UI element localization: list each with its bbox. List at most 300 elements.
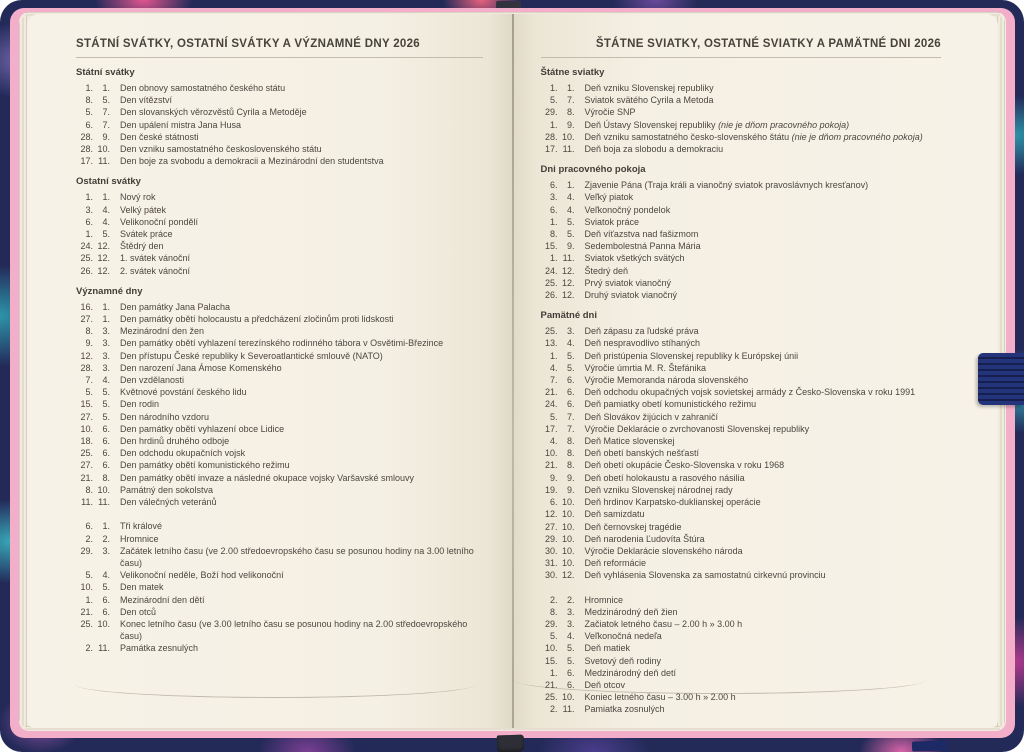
month-number: 6.: [102, 606, 110, 617]
day-number: 26.: [544, 290, 558, 301]
holiday-row: [541, 423, 942, 435]
holiday-row: [76, 265, 483, 277]
month-number: 10.: [561, 692, 575, 703]
month-number: 1.: [566, 83, 575, 93]
day-number: 10.: [80, 423, 93, 434]
month-number: 5.: [566, 362, 575, 373]
month-number: 9.: [566, 119, 575, 130]
day-number: 1.: [85, 83, 93, 93]
holiday-label: Veľký piatok: [584, 192, 634, 203]
holiday-label: Veľkonočný pondelok: [584, 204, 671, 215]
holiday-row: [541, 594, 942, 606]
holiday-label: Den vzdělanosti: [120, 375, 185, 386]
day-number: 15.: [544, 241, 558, 252]
holiday-label: Výročie SNP: [584, 107, 636, 118]
holiday-label: Den přístupu České republiky k Severoatlantické smlouvě (NATO): [120, 350, 383, 361]
holiday-label: Začátek letního času (ve 2.00 středoevropského času se posunou hodiny na 3.00 letního času): [120, 545, 474, 568]
month-number: 4.: [102, 216, 110, 227]
holiday-label: Nový rok: [120, 192, 156, 203]
holiday-label: 1. svátek vánoční: [120, 253, 191, 264]
day-number: 30.: [544, 570, 558, 581]
holiday-row: [541, 265, 942, 277]
day-number: 1.: [549, 253, 558, 264]
month-number: 6.: [102, 594, 110, 605]
day-number: 9.: [85, 338, 93, 349]
month-number: 12.: [561, 277, 575, 288]
day-number: 8.: [85, 95, 93, 106]
holiday-label: Den české státnosti: [120, 131, 199, 142]
holiday-row: [76, 228, 483, 240]
holiday-row: [541, 350, 942, 362]
holiday-row: [76, 484, 483, 496]
holiday-label: Deň zápasu za ľudské práva: [584, 326, 699, 337]
day-number: 29.: [544, 107, 558, 118]
month-number: 9.: [566, 472, 575, 483]
day-number: 1.: [549, 119, 558, 130]
month-number: 6.: [102, 423, 110, 434]
section-heading: Státní svátky: [76, 67, 135, 78]
holiday-label: Den památky obětí invaze a následné okupace vojsky Varšavské smlouvy: [120, 472, 414, 483]
holiday-row: [76, 606, 483, 618]
section-heading: Významné dny: [76, 285, 143, 297]
holiday-row: [76, 252, 483, 264]
day-number: 28.: [544, 131, 558, 142]
holiday-label: Květnové povstání českého lidu: [120, 387, 247, 398]
holiday-label: Hromnice: [584, 594, 624, 605]
month-number: 4.: [566, 192, 575, 203]
day-number: 7.: [85, 375, 93, 386]
day-number: 2.: [549, 704, 558, 715]
holiday-row: [541, 82, 942, 94]
month-number: 7.: [102, 119, 110, 130]
holiday-label: Velký pátek: [120, 204, 167, 215]
month-number: 2.: [102, 533, 110, 544]
holiday-row: [541, 484, 942, 496]
day-number: 27.: [80, 460, 93, 471]
day-number: 8.: [549, 606, 558, 617]
month-number: 12.: [97, 241, 110, 252]
month-number: 7.: [566, 95, 575, 106]
holiday-group: [76, 301, 483, 508]
holiday-row: [76, 398, 483, 410]
holiday-row: [76, 520, 483, 532]
holiday-label: Den matek: [120, 582, 164, 593]
day-number: 6.: [85, 521, 93, 532]
holiday-row: [76, 191, 483, 203]
holiday-label: Den obnovy samostatného českého státu: [120, 83, 286, 93]
month-number: 10.: [561, 509, 575, 520]
month-number: 9.: [566, 484, 575, 495]
month-number: 4.: [566, 204, 575, 215]
month-number: 2.: [566, 594, 575, 605]
holiday-row: [541, 459, 942, 471]
left-page-title: STÁTNÍ SVÁTKY, OSTATNÍ SVÁTKY A VÝZNAMNÉ DNY 2026: [76, 38, 420, 50]
month-number: 10.: [97, 484, 110, 495]
day-number: 31.: [544, 558, 558, 569]
holiday-label: Velikonoční neděle, Boží hod velikonoční: [120, 570, 284, 581]
holiday-note: (nie je dňom pracovného pokoja): [789, 131, 923, 142]
month-number: 11.: [98, 497, 110, 508]
month-number: 4.: [102, 570, 110, 581]
holiday-note: (nie je dňom pracovného pokoja): [715, 119, 850, 130]
holiday-row: [541, 94, 942, 106]
month-number: 5.: [102, 411, 110, 422]
month-number: 6.: [566, 387, 575, 398]
day-number: 25.: [544, 692, 558, 703]
holiday-row: [541, 508, 942, 520]
holiday-row: [541, 143, 942, 155]
holiday-row: [76, 350, 483, 362]
month-number: 10.: [97, 618, 110, 629]
day-number: 28.: [80, 144, 93, 155]
month-number: 3.: [102, 362, 110, 373]
month-number: 5.: [102, 582, 110, 593]
day-number: 12.: [80, 350, 93, 361]
left-page: [27, 14, 513, 728]
month-number: 1.: [102, 521, 110, 532]
holiday-row: [541, 240, 942, 252]
holiday-label: Začiatok letného času – 2.00 h » 3.00 h: [584, 618, 743, 629]
month-number: 8.: [566, 436, 575, 447]
holiday-row: [541, 630, 942, 642]
holiday-row: [76, 374, 483, 386]
holiday-row: [541, 179, 942, 191]
month-number: 7.: [102, 107, 110, 118]
day-number: 26.: [80, 265, 93, 276]
holiday-row: [541, 703, 942, 715]
holiday-label: Den památky obětí vyhlazení terezínského rodinného tábora v Osvětimi-Březince: [120, 338, 444, 349]
holiday-label: Sviatok svätého Cyrila a Metoda: [584, 95, 714, 106]
holiday-row: [541, 521, 942, 533]
holiday-group: [76, 191, 483, 276]
month-number: 3.: [102, 350, 110, 361]
month-number: 10.: [561, 545, 575, 556]
month-number: 5.: [102, 229, 110, 240]
day-number: 28.: [80, 362, 93, 373]
day-number: 6.: [85, 119, 93, 130]
holiday-label: Zjavenie Pána (Traja králi a vianočný sviatok pravoslávnych kresťanov): [584, 180, 869, 191]
holiday-row: [541, 374, 942, 386]
holiday-label: Medzinárodný deň detí: [584, 667, 677, 678]
day-number: 28.: [80, 131, 93, 142]
holiday-row: [541, 191, 942, 203]
day-number: 12.: [544, 509, 558, 520]
day-number: 15.: [80, 399, 93, 410]
month-number: 4.: [102, 204, 110, 215]
day-number: 18.: [80, 436, 93, 447]
day-number: 1.: [549, 667, 558, 678]
day-number: 19.: [544, 484, 558, 495]
month-number: 6.: [102, 448, 110, 459]
day-number: 6.: [549, 497, 558, 508]
holiday-label: Deň pristúpenia Slovenskej republiky k Európskej únii: [584, 350, 799, 361]
day-number: 24.: [544, 265, 558, 276]
holiday-label: Mezinárodní den dětí: [120, 594, 205, 605]
month-number: 11.: [562, 253, 575, 264]
holiday-group: [541, 325, 942, 581]
holiday-row: [76, 642, 483, 654]
month-number: 8.: [566, 460, 575, 471]
holiday-row: [541, 435, 942, 447]
holiday-label: Den boje za svobodu a demokracii a Mezinárodní den studentstva: [120, 156, 384, 167]
holiday-label: Deň vzniku Slovenskej republiky: [584, 83, 714, 93]
day-number: 25.: [80, 448, 93, 459]
holiday-row: [541, 325, 942, 337]
holiday-row: [541, 131, 942, 143]
holiday-label: Výročie úmrtia M. R. Štefánika: [584, 362, 707, 373]
holiday-row: [541, 545, 942, 557]
holiday-row: [541, 289, 942, 301]
month-number: 8.: [102, 472, 110, 483]
section-heading: Ostatní svátky: [76, 176, 141, 188]
month-number: 3.: [566, 618, 575, 629]
holiday-row: [76, 337, 483, 349]
left-page-sections: [76, 67, 483, 655]
holiday-label: Den památky obětí holocaustu a předcházení zločinům proti lidskosti: [120, 314, 394, 325]
month-number: 1.: [102, 314, 110, 325]
month-number: 4.: [566, 631, 575, 642]
holiday-row: [76, 411, 483, 423]
holiday-label: Výročie Memoranda národa slovenského: [584, 375, 749, 386]
day-number: 29.: [544, 533, 558, 544]
holiday-row: [76, 301, 483, 313]
month-number: 1.: [566, 180, 575, 191]
month-number: 5.: [566, 655, 575, 666]
holiday-row: [76, 325, 483, 337]
month-number: 11.: [98, 643, 110, 654]
month-number: 11.: [562, 704, 575, 715]
holiday-row: [76, 94, 483, 106]
month-number: 12.: [561, 290, 575, 301]
holiday-row: [541, 216, 942, 228]
holiday-label: Den památky Jana Palacha: [120, 301, 231, 312]
holiday-label: 2. svátek vánoční: [120, 265, 191, 276]
holiday-label: Den otců: [120, 606, 157, 617]
day-number: 2.: [85, 643, 93, 654]
holiday-label: Hromnice: [120, 533, 159, 544]
month-number: 5.: [102, 95, 110, 106]
holiday-group: [76, 520, 483, 654]
month-number: 6.: [566, 375, 575, 386]
day-number: 25.: [80, 618, 93, 629]
section-heading: Štátne sviatky: [540, 67, 605, 78]
holiday-row: [541, 411, 942, 423]
holiday-row: [76, 82, 483, 94]
holiday-row: [541, 386, 942, 398]
holiday-row: [541, 252, 942, 264]
month-number: 3.: [102, 338, 110, 349]
month-number: 12.: [561, 570, 575, 581]
holiday-row: [76, 155, 483, 167]
day-number: 8.: [85, 326, 93, 337]
holiday-label: Deň vzniku Slovenskej národnej rady: [584, 484, 733, 495]
holiday-row: [76, 533, 483, 545]
holiday-label: Deň černovskej tragédie: [584, 521, 682, 532]
month-number: 3.: [566, 606, 575, 617]
holiday-label: Den narození Jana Ámose Komenského: [120, 362, 282, 373]
month-number: 12.: [97, 253, 110, 264]
holiday-label: Den hrdinů druhého odboje: [120, 436, 230, 447]
day-number: 29.: [80, 545, 93, 556]
holiday-label: Deň reformácie: [584, 558, 647, 569]
day-number: 24.: [80, 241, 93, 252]
holiday-label: Deň Matice slovenskej: [584, 436, 675, 447]
month-number: 10.: [561, 533, 575, 544]
holiday-label: Deň boja za slobodu a demokraciu: [584, 144, 724, 155]
holiday-label: Deň vyhlásenia Slovenska za samostatnú cirkevnú provinciu: [584, 570, 826, 581]
holiday-row: [541, 496, 942, 508]
holiday-label: Den vzniku samostatného československého státu: [120, 144, 322, 155]
day-number: 7.: [549, 375, 558, 386]
holiday-label: Sedembolestná Panna Mária: [584, 241, 701, 252]
month-number: 12.: [561, 265, 575, 276]
month-number: 6.: [566, 667, 575, 678]
holiday-row: [541, 106, 942, 118]
open-spread: [27, 14, 998, 728]
holiday-row: [541, 277, 942, 289]
day-number: 4.: [549, 362, 558, 373]
holiday-label: Medzinárodný deň žien: [584, 606, 678, 617]
month-number: 6.: [102, 460, 110, 471]
month-number: 9.: [566, 241, 575, 252]
holiday-label: Deň hrdinov Karpatsko-duklianskej operácie: [584, 497, 761, 508]
holiday-row: [541, 472, 942, 484]
holiday-row: [541, 228, 942, 240]
day-number: 5.: [549, 411, 558, 422]
day-number: 25.: [544, 277, 558, 288]
holiday-label: Památný den sokolstva: [120, 484, 214, 495]
month-number: 10.: [561, 558, 575, 569]
right-page: [513, 14, 999, 728]
day-number: 6.: [85, 216, 93, 227]
day-number: 9.: [549, 472, 558, 483]
holiday-label: Svátek práce: [120, 229, 173, 240]
month-number: 8.: [566, 107, 575, 118]
holiday-row: [76, 569, 483, 581]
day-number: 30.: [544, 545, 558, 556]
holiday-label: Deň matiek: [584, 643, 631, 654]
month-number: 12.: [97, 265, 110, 276]
month-number: 6.: [566, 399, 575, 410]
holiday-row: [76, 143, 483, 155]
holiday-label: Pamiatka zosnulých: [584, 704, 665, 715]
holiday-label: Deň narodenia Ľudovíta Štúra: [584, 533, 705, 544]
day-number: 16.: [80, 301, 93, 312]
holiday-label: Sviatok práce: [584, 216, 640, 227]
month-number: 11.: [562, 144, 575, 155]
holiday-label: Deň nespravodlivo stíhaných: [584, 338, 701, 349]
month-number: 1.: [102, 301, 110, 312]
day-number: 1.: [549, 216, 558, 227]
day-number: 6.: [549, 180, 558, 191]
holiday-row: [76, 581, 483, 593]
holiday-row: [541, 618, 942, 630]
holiday-row: [76, 545, 483, 569]
holiday-label: Veľkonočná nedeľa: [584, 631, 662, 642]
day-number: 21.: [544, 387, 558, 398]
day-number: 8.: [549, 229, 558, 240]
day-number: 10.: [544, 448, 558, 459]
holiday-label: Památka zesnulých: [120, 643, 199, 654]
holiday-label: Svetový deň rodiny: [584, 655, 662, 666]
holiday-label: Deň obetí banských nešťastí: [584, 448, 699, 459]
holiday-row: [76, 618, 483, 642]
day-number: 27.: [80, 314, 93, 325]
day-number: 29.: [544, 618, 558, 629]
holiday-row: [76, 106, 483, 118]
holiday-row: [541, 606, 942, 618]
month-number: 10.: [561, 497, 575, 508]
holiday-row: [76, 594, 483, 606]
day-number: 27.: [544, 521, 558, 532]
holiday-row: [76, 216, 483, 228]
holiday-label: Deň pamiatky obetí komunistického režimu: [584, 399, 757, 410]
day-number: 5.: [85, 570, 93, 581]
holiday-label: Den upálení mistra Jana Husa: [120, 119, 242, 130]
holiday-row: [76, 119, 483, 131]
holiday-row: [541, 533, 942, 545]
day-number: 15.: [544, 655, 558, 666]
holiday-label: Konec letního času (ve 3.00 letního času se posunou hodiny na 2.00 středoevropského času): [120, 618, 468, 642]
holiday-row: [76, 131, 483, 143]
month-number: 9.: [102, 131, 110, 142]
month-number: 5.: [566, 216, 575, 227]
day-number: 5.: [85, 107, 93, 118]
day-number: 27.: [80, 411, 93, 422]
day-number: 17.: [80, 156, 93, 167]
day-number: 1.: [85, 229, 93, 240]
holiday-label: Deň Slovákov žijúcich v zahraničí: [584, 411, 719, 422]
day-number: 21.: [80, 472, 93, 483]
day-number: 1.: [85, 594, 93, 605]
day-number: 13.: [544, 338, 558, 349]
holiday-row: [76, 472, 483, 484]
day-number: 1.: [85, 192, 93, 203]
month-number: 1.: [102, 83, 110, 93]
holiday-row: [541, 655, 942, 667]
holiday-label: Mezinárodní den žen: [120, 326, 205, 337]
holiday-label: Den vítězství: [120, 95, 173, 106]
holiday-label: Štědrý den: [120, 241, 164, 252]
section-heading: Pamätné dni: [540, 310, 597, 322]
holiday-row: [76, 423, 483, 435]
holiday-row: [541, 204, 942, 216]
holiday-label: Den odchodu okupačních vojsk: [120, 448, 246, 459]
holiday-row: [541, 119, 942, 131]
holiday-label: Druhý sviatok vianočný: [584, 290, 678, 301]
holiday-row: [541, 557, 942, 569]
holiday-row: [76, 362, 483, 374]
holiday-label: Den památky obětí vyhlazení obce Lidice: [120, 423, 285, 434]
holiday-row: [76, 496, 483, 508]
right-page-sections: [541, 67, 942, 716]
holiday-label: Výročie Deklarácie slovenského národa: [584, 545, 743, 556]
month-number: 3.: [102, 326, 110, 337]
month-number: 5.: [102, 387, 110, 398]
holiday-row: [76, 435, 483, 447]
month-number: 5.: [566, 350, 575, 361]
holiday-row: [541, 569, 942, 581]
month-number: 5.: [102, 399, 110, 410]
day-number: 1.: [549, 83, 558, 93]
day-number: 11.: [81, 497, 93, 508]
holiday-label: Den válečných veteránů: [120, 497, 217, 508]
day-number: 6.: [549, 204, 558, 215]
month-number: 3.: [102, 545, 110, 556]
day-number: 21.: [544, 679, 558, 690]
holiday-group: [541, 82, 942, 155]
bookmark-ribbon: [497, 735, 525, 752]
